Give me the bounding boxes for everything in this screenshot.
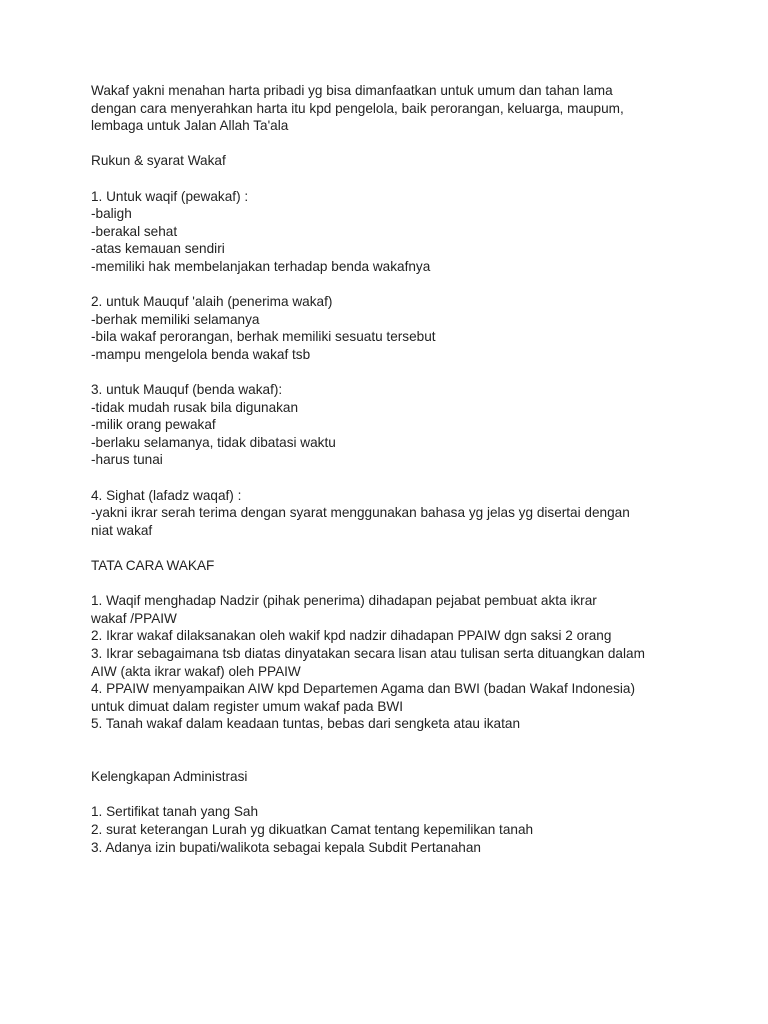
section-title: 3. untuk Mauquf (benda wakaf): xyxy=(91,382,283,398)
section-title: 2. untuk Mauquf 'alaih (penerima wakaf) xyxy=(91,294,333,310)
list-item: untuk dimuat dalam register umum wakaf pada BWI xyxy=(91,698,404,714)
intro-line: dengan cara menyerahkan harta itu kpd pengelola, baik perorangan, keluarga, maupum, xyxy=(91,100,624,116)
section-title: 4. Sighat (lafadz waqaf) : xyxy=(91,487,242,503)
list-item: -memiliki hak membelanjakan terhadap benda wakafnya xyxy=(91,258,431,274)
list-item: 3. Adanya izin bupati/walikota sebagai kepala Subdit Pertanahan xyxy=(91,839,481,855)
list-item: -milik orang pewakaf xyxy=(91,417,216,433)
list-item: wakaf /PPAIW xyxy=(91,610,177,626)
rukun-heading: Rukun & syarat Wakaf xyxy=(91,153,226,169)
list-item: -mampu mengelola benda wakaf tsb xyxy=(91,346,311,362)
list-item: 5. Tanah wakaf dalam keadaan tuntas, bebas dari sengketa atau ikatan xyxy=(91,716,521,732)
section-mauquf-alaih xyxy=(91,293,691,363)
section-tata-cara xyxy=(91,592,691,733)
list-item: AIW (akta ikrar wakaf) oleh PPAIW xyxy=(91,663,301,679)
list-item: 4. PPAIW menyampaikan AIW kpd Departemen Agama dan BWI (badan Wakaf Indonesia) xyxy=(91,681,636,697)
intro-line: lembaga untuk Jalan Allah Ta'ala xyxy=(91,118,289,134)
list-item: -tidak mudah rusak bila digunakan xyxy=(91,399,299,415)
list-item: 1. Sertifikat tanah yang Sah xyxy=(91,804,259,820)
admin-heading: Kelengkapan Administrasi xyxy=(91,769,248,785)
list-item: -berakal sehat xyxy=(91,223,178,239)
list-item: 2. surat keterangan Lurah yg dikuatkan Camat tentang kepemilikan tanah xyxy=(91,821,534,837)
list-item: niat wakaf xyxy=(91,522,153,538)
list-item: 1. Waqif menghadap Nadzir (pihak penerima) dihadapan pejabat pembuat akta ikrar xyxy=(91,593,597,609)
list-item: -berlaku selamanya, tidak dibatasi waktu xyxy=(91,434,336,450)
list-item: -atas kemauan sendiri xyxy=(91,241,225,257)
list-item: -berhak memiliki selamanya xyxy=(91,311,260,327)
document-page xyxy=(91,82,691,856)
section-waqif xyxy=(91,188,691,276)
section-title: 1. Untuk waqif (pewakaf) : xyxy=(91,188,249,204)
intro-paragraph xyxy=(91,82,691,135)
list-item: 3. Ikrar sebagaimana tsb diatas dinyatakan secara lisan atau tulisan serta dituangkan dalam xyxy=(91,646,645,661)
list-item: 2. Ikrar wakaf dilaksanakan oleh wakif kpd nadzir dihadapan PPAIW dgn saksi 2 orang xyxy=(91,628,612,644)
list-item: -yakni ikrar serah terima dengan syarat menggunakan bahasa yg jelas yg disertai dengan xyxy=(91,505,630,521)
tata-cara-heading: TATA CARA WAKAF xyxy=(91,558,215,574)
list-item: -harus tunai xyxy=(91,452,163,468)
list-item: -bila wakaf perorangan, berhak memiliki sesuatu tersebut xyxy=(91,329,436,345)
intro-line: Wakaf yakni menahan harta pribadi yg bisa dimanfaatkan untuk umum dan tahan lama xyxy=(91,83,613,98)
section-mauquf xyxy=(91,381,691,469)
section-sighat xyxy=(91,487,691,540)
list-item: -baligh xyxy=(91,206,132,222)
section-admin xyxy=(91,803,691,856)
